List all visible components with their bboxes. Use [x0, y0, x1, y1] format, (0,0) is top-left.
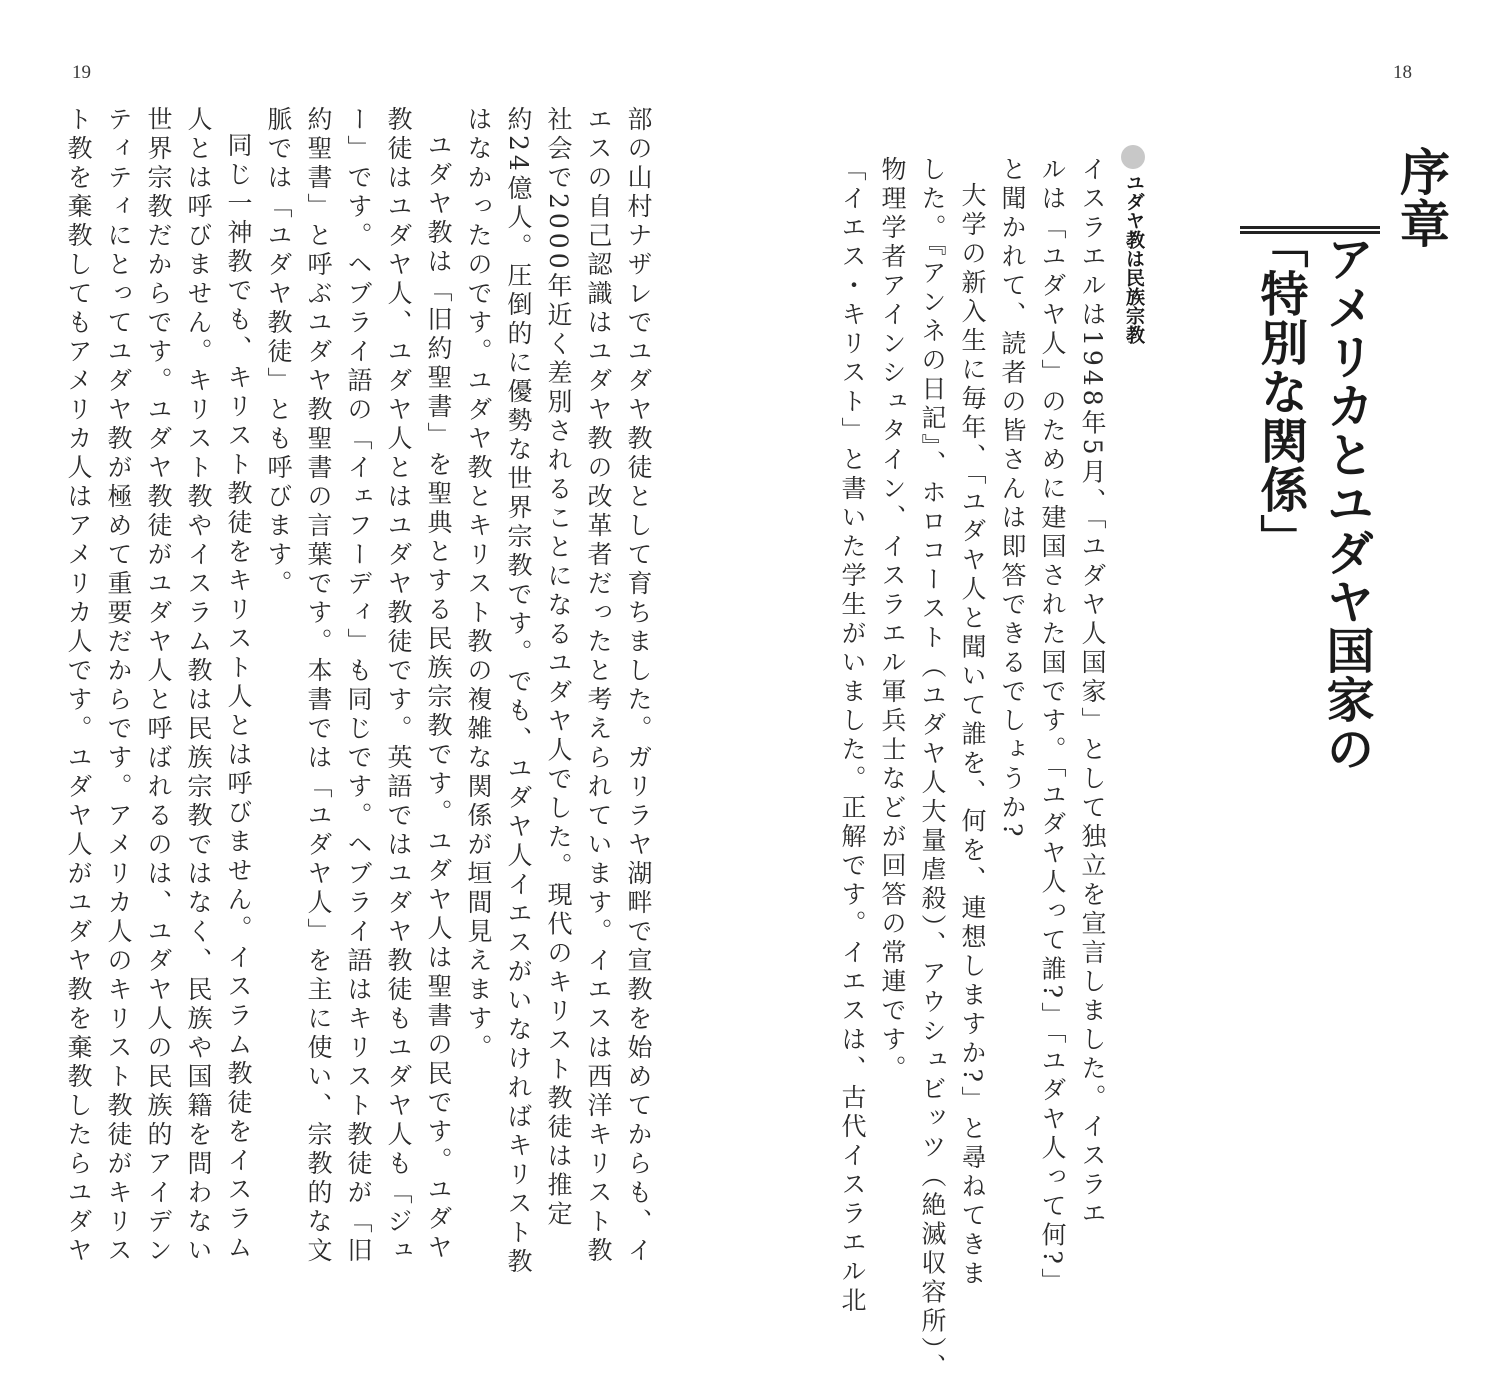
right-page-line: イスラエルは1948年5月、「ユダヤ人国家」として独立を宣言しました。イスラエ: [1078, 156, 1107, 1230]
page-number-right: 18: [1393, 62, 1412, 83]
left-page-line: 教徒はユダヤ人、ユダヤ人とはユダヤ教徒です。英語ではユダヤ教徒もユダヤ人も「ジュ: [384, 106, 413, 1266]
left-page-line: はなかったのです。ユダヤ教とキリスト教の複雑な関係が垣間見えます。: [464, 106, 493, 1063]
left-page-line: 世界宗教だからです。ユダヤ教徒がユダヤ人と呼ばれるのは、ユダヤ人の民族的アイデン: [144, 106, 173, 1266]
left-page-line: 同じ一神教でも、キリスト教徒をキリスト人とは呼びません。イスラム教徒をイスラム: [224, 132, 253, 1263]
left-page-line: 脈では「ユダヤ教徒」とも呼びます。: [264, 106, 293, 599]
left-page-line: エスの自己認識はユダヤ教の改革者だったと考えられています。イエスは西洋キリスト教: [584, 106, 613, 1266]
chapter-label: 序章: [1392, 146, 1450, 250]
page-number-left: 19: [72, 62, 91, 83]
chapter-title-line-2: 「特別な関係」: [1252, 220, 1308, 563]
left-page-line: 人とは呼びません。キリスト教やイスラム教は民族宗教ではなく、民族や国籍を問わない: [184, 106, 213, 1266]
left-page-line: 約24億人。圧倒的に優勢な世界宗教です。でも、ユダヤ人イエスがいなければキリスト教: [504, 106, 533, 1277]
left-page-line: 社会で2000年近く差別されることになるユダヤ人でした。現代のキリスト教徒は推定: [544, 106, 573, 1230]
right-page-line: と聞かれて、読者の皆さんは即答できるでしょうか?: [998, 156, 1027, 841]
chapter-heading: [1250, 138, 1450, 773]
left-page-line: ティティにとってユダヤ教が極めて重要だからです。アメリカ人のキリスト教徒がキリス: [104, 106, 133, 1266]
left-page-line: ト教を棄教してもアメリカ人はアメリカ人です。ユダヤ人がユダヤ教を棄教したらユダヤ: [64, 106, 93, 1266]
right-page-line: 物理学者アインシュタイン、イスラエル軍兵士などが回答の常連です。: [878, 156, 907, 1084]
left-page-line: 約聖書」と呼ぶユダヤ教聖書の言葉です。本書では「ユダヤ人」を主に使い、宗教的な文: [304, 106, 333, 1266]
right-page-line: した。『アンネの日記』、ホロコースト（ユダヤ人大量虐殺）、アウシュビッツ（絶滅収容所）、: [918, 156, 947, 1382]
chapter-title-line-1: アメリカとユダヤ国家の: [1318, 234, 1374, 773]
left-page-line: ー」です。ヘブライ語の「イェフーディ」も同じです。ヘブライ語はキリスト教徒が「旧: [344, 106, 373, 1266]
section-title: ユダヤ教は民族宗教: [1123, 173, 1145, 344]
right-page-line: ルは「ユダヤ人」のために建国された国です。「ユダヤ人って誰?」「ユダヤ人って何?」: [1038, 156, 1067, 1297]
right-page-line: 大学の新入生に毎年、「ユダヤ人と聞いて誰を、何を、連想しますか?」と尋ねてきま: [958, 182, 987, 1289]
section-heading: [1118, 145, 1150, 344]
left-page-line: 部の山村ナザレでユダヤ教徒として育ちました。ガリラヤ湖畔で宣教を始めてからも、イ: [624, 106, 653, 1266]
left-page-line: ユダヤ教は「旧約聖書」を聖典とする民族宗教です。ユダヤ人は聖書の民です。ユダヤ: [424, 132, 453, 1263]
section-bullet-icon: [1121, 145, 1145, 169]
right-page-line: 「イエス・キリスト」と書いた学生がいました。正解です。イエスは、古代イスラエル北: [838, 156, 867, 1316]
